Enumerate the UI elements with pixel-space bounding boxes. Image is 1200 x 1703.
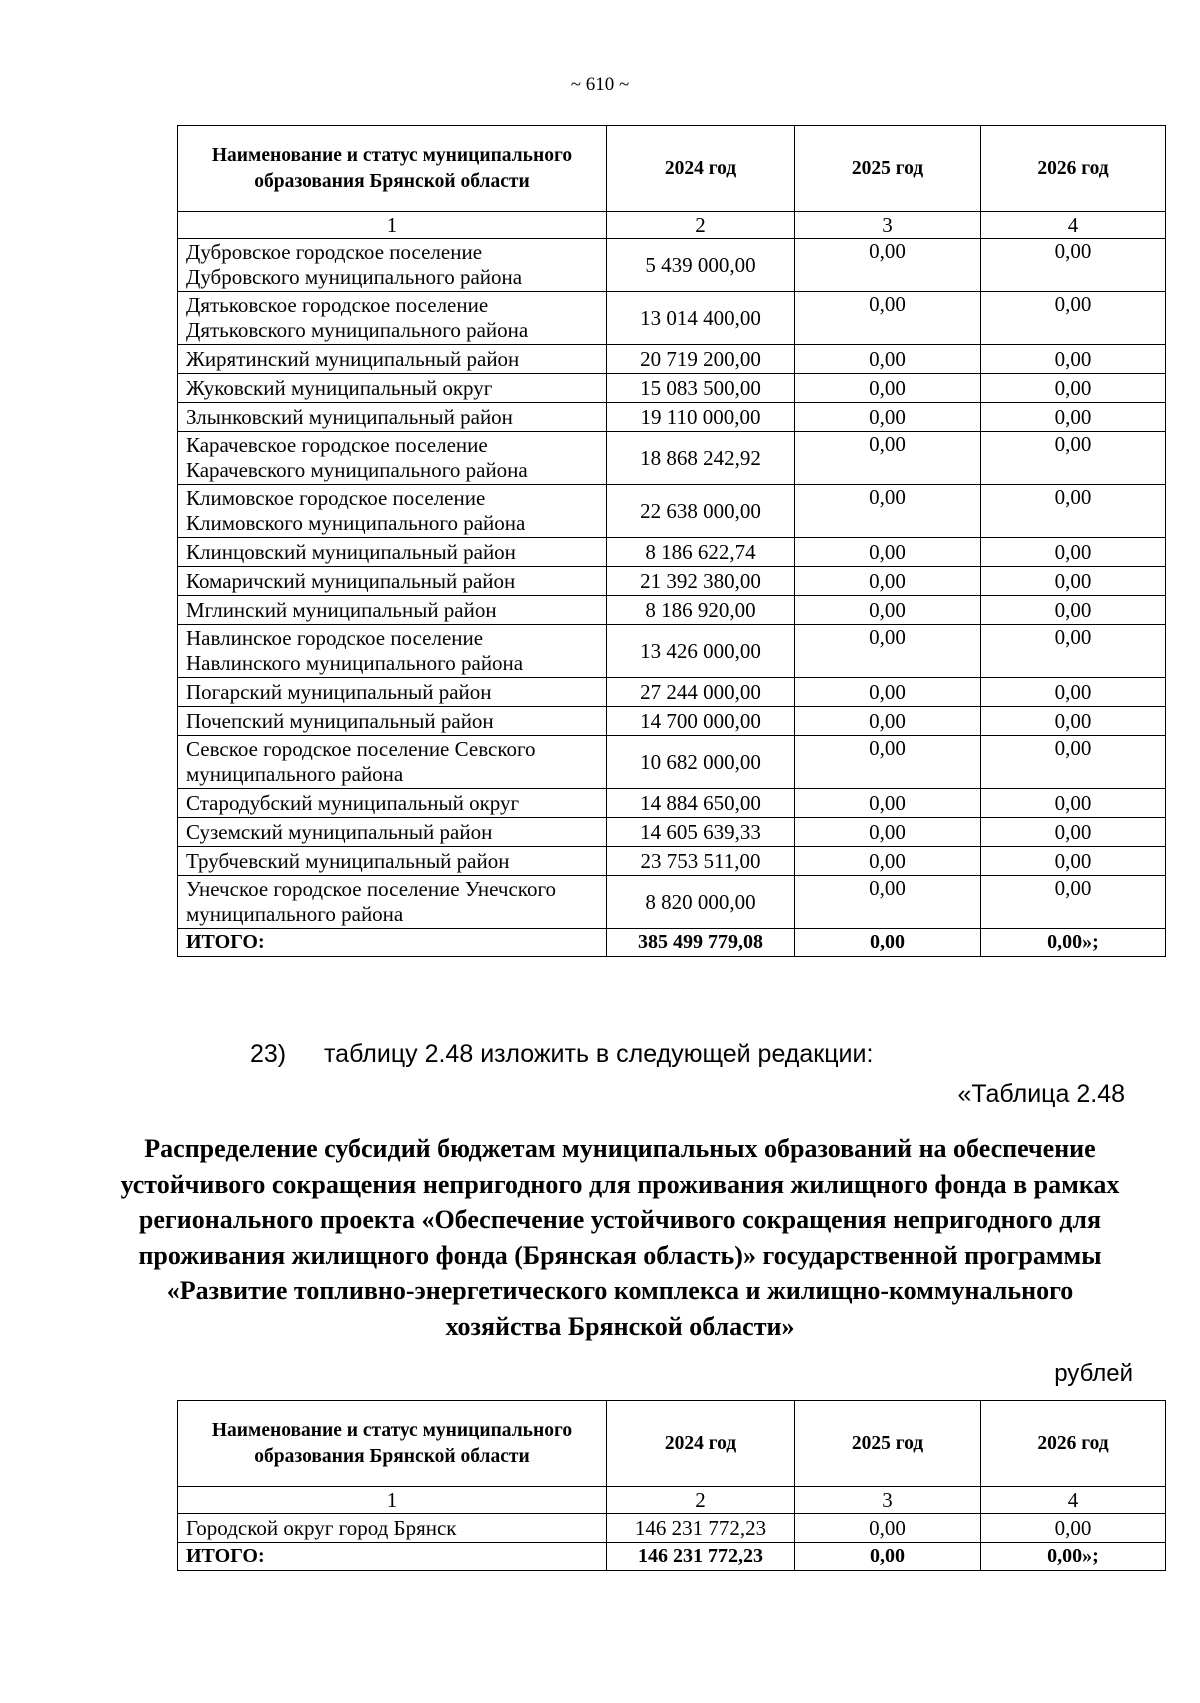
table-header-row [178, 1401, 1166, 1487]
amount-2024-cell: 8 820 000,00 [607, 876, 795, 929]
amount-2024-cell: 8 186 622,74 [607, 538, 795, 567]
table-caption: «Таблица 2.48 [957, 1080, 1125, 1108]
table-row [178, 818, 1166, 847]
amount-2026-cell: 0,00 [981, 707, 1166, 736]
amount-2025-cell: 0,00 [795, 292, 981, 345]
amount-2026-cell: 0,00 [981, 432, 1166, 485]
table-row [178, 1514, 1166, 1543]
municipality-cell: Почепский муниципальный район [178, 707, 607, 736]
amount-2024-cell: 5 439 000,00 [607, 239, 795, 292]
column-number: 1 [178, 212, 607, 239]
column-number: 4 [981, 1487, 1166, 1514]
amount-2026-cell: 0,00 [981, 596, 1166, 625]
municipality-cell: Городской округ город Брянск [178, 1514, 607, 1543]
amount-2025-cell: 0,00 [795, 345, 981, 374]
amount-2024-cell: 21 392 380,00 [607, 567, 795, 596]
amount-2026-cell: 0,00 [981, 818, 1166, 847]
municipality-cell: Унечское городское поселение Унечского муниципального района [178, 876, 607, 929]
amount-2024-cell: 19 110 000,00 [607, 403, 795, 432]
header-municipality: Наименование и статус муниципального образования Брянской области [178, 126, 607, 212]
table-row [178, 847, 1166, 876]
amount-2026-cell: 0,00 [981, 239, 1166, 292]
amount-2024-cell: 13 426 000,00 [607, 625, 795, 678]
table-row [178, 736, 1166, 789]
amount-2026-cell: 0,00 [981, 374, 1166, 403]
column-number: 4 [981, 212, 1166, 239]
amount-2026-cell: 0,00 [981, 1514, 1166, 1543]
amount-2025-cell: 0,00 [795, 876, 981, 929]
amount-2025-cell: 0,00 [795, 374, 981, 403]
column-number: 2 [607, 1487, 795, 1514]
table-row [178, 374, 1166, 403]
amount-2025-cell: 0,00 [795, 707, 981, 736]
municipality-cell: Дятьковское городское поселение Дятьковского муниципального района [178, 292, 607, 345]
total-2025: 0,00 [795, 929, 981, 957]
column-number: 3 [795, 1487, 981, 1514]
amount-2026-cell: 0,00 [981, 345, 1166, 374]
amount-2024-cell: 15 083 500,00 [607, 374, 795, 403]
amount-2026-cell: 0,00 [981, 567, 1166, 596]
amount-2025-cell: 0,00 [795, 596, 981, 625]
header-2024: 2024 год [607, 1401, 795, 1487]
table-row [178, 432, 1166, 485]
table-row [178, 403, 1166, 432]
amount-2024-cell: 20 719 200,00 [607, 345, 795, 374]
amount-2025-cell: 0,00 [795, 678, 981, 707]
amount-2024-cell: 14 700 000,00 [607, 707, 795, 736]
amount-2026-cell: 0,00 [981, 485, 1166, 538]
table-row [178, 876, 1166, 929]
total-row [178, 929, 1166, 957]
clause-23 [250, 1040, 873, 1069]
municipality-cell: Мглинский муниципальный район [178, 596, 607, 625]
header-2025: 2025 год [795, 126, 981, 212]
table-header-row [178, 126, 1166, 212]
amount-2026-cell: 0,00 [981, 292, 1166, 345]
amount-2025-cell: 0,00 [795, 736, 981, 789]
subsidy-table-continued [177, 125, 1166, 957]
municipality-cell: Комаричский муниципальный район [178, 567, 607, 596]
table-row [178, 538, 1166, 567]
table-row [178, 625, 1166, 678]
amount-2026-cell: 0,00 [981, 538, 1166, 567]
total-label: ИТОГО: [178, 1543, 607, 1571]
municipality-cell: Жирятинский муниципальный район [178, 345, 607, 374]
header-2026: 2026 год [981, 1401, 1166, 1487]
total-2024: 385 499 779,08 [607, 929, 795, 957]
amount-2025-cell: 0,00 [795, 789, 981, 818]
amount-2024-cell: 13 014 400,00 [607, 292, 795, 345]
amount-2025-cell: 0,00 [795, 432, 981, 485]
amount-2026-cell: 0,00 [981, 403, 1166, 432]
amount-2025-cell: 0,00 [795, 847, 981, 876]
total-2026: 0,00»; [981, 929, 1166, 957]
total-2024: 146 231 772,23 [607, 1543, 795, 1571]
table-row [178, 485, 1166, 538]
amount-2024-cell: 10 682 000,00 [607, 736, 795, 789]
municipality-cell: Стародубский муниципальный округ [178, 789, 607, 818]
header-2026: 2026 год [981, 126, 1166, 212]
subsidy-table-2-48 [177, 1400, 1166, 1571]
total-label: ИТОГО: [178, 929, 607, 957]
amount-2024-cell: 14 605 639,33 [607, 818, 795, 847]
column-number-row [178, 212, 1166, 239]
municipality-cell: Дубровское городское поселение Дубровского муниципального района [178, 239, 607, 292]
column-number: 3 [795, 212, 981, 239]
municipality-cell: Трубчевский муниципальный район [178, 847, 607, 876]
clause-number: 23) [250, 1040, 287, 1068]
amount-2026-cell: 0,00 [981, 876, 1166, 929]
amount-2024-cell: 18 868 242,92 [607, 432, 795, 485]
table-row [178, 789, 1166, 818]
table-row [178, 567, 1166, 596]
table-row [178, 678, 1166, 707]
header-2025: 2025 год [795, 1401, 981, 1487]
amount-2025-cell: 0,00 [795, 485, 981, 538]
table-row [178, 596, 1166, 625]
municipality-cell: Климовское городское поселение Климовского муниципального района [178, 485, 607, 538]
municipality-cell: Погарский муниципальный район [178, 678, 607, 707]
total-2026: 0,00»; [981, 1543, 1166, 1571]
clause-text: таблицу 2.48 изложить в следующей редакции: [324, 1040, 874, 1068]
amount-2026-cell: 0,00 [981, 847, 1166, 876]
amount-2024-cell: 14 884 650,00 [607, 789, 795, 818]
amount-2026-cell: 0,00 [981, 678, 1166, 707]
municipality-cell: Карачевское городское поселение Карачевского муниципального района [178, 432, 607, 485]
table-row [178, 239, 1166, 292]
municipality-cell: Севское городское поселение Севского муниципального района [178, 736, 607, 789]
table-row [178, 292, 1166, 345]
table-row [178, 707, 1166, 736]
amount-2026-cell: 0,00 [981, 736, 1166, 789]
municipality-cell: Суземский муниципальный район [178, 818, 607, 847]
header-2024: 2024 год [607, 126, 795, 212]
total-row [178, 1543, 1166, 1571]
municipality-cell: Клинцовский муниципальный район [178, 538, 607, 567]
amount-2024-cell: 23 753 511,00 [607, 847, 795, 876]
municipality-cell: Жуковский муниципальный округ [178, 374, 607, 403]
header-municipality: Наименование и статус муниципального образования Брянской области [178, 1401, 607, 1487]
column-number: 2 [607, 212, 795, 239]
municipality-cell: Злынковский муниципальный район [178, 403, 607, 432]
table-row [178, 345, 1166, 374]
table-title: Распределение субсидий бюджетам муниципальных образований на обеспечение устойчивого сокращения непригодного для проживания жилищного фонда в рамках регионального проекта «Обеспечение устойчивого сокращения непригодного для проживания жилищного фонда (Брянская область)» государственной программы «Развитие топливно-энергетического комплекса и жилищно-коммунального хозяйства Брянской области» [120, 1134, 1120, 1341]
units-label: рублей [1054, 1360, 1133, 1387]
total-2025: 0,00 [795, 1543, 981, 1571]
amount-2024-cell: 22 638 000,00 [607, 485, 795, 538]
column-number: 1 [178, 1487, 607, 1514]
amount-2025-cell: 0,00 [795, 403, 981, 432]
amount-2024-cell: 8 186 920,00 [607, 596, 795, 625]
amount-2026-cell: 0,00 [981, 625, 1166, 678]
page-number: ~ 610 ~ [570, 74, 630, 95]
amount-2025-cell: 0,00 [795, 818, 981, 847]
amount-2025-cell: 0,00 [795, 1514, 981, 1543]
municipality-cell: Навлинское городское поселение Навлинского муниципального района [178, 625, 607, 678]
amount-2025-cell: 0,00 [795, 625, 981, 678]
amount-2025-cell: 0,00 [795, 567, 981, 596]
column-number-row [178, 1487, 1166, 1514]
amount-2024-cell: 27 244 000,00 [607, 678, 795, 707]
amount-2024-cell: 146 231 772,23 [607, 1514, 795, 1543]
amount-2026-cell: 0,00 [981, 789, 1166, 818]
amount-2025-cell: 0,00 [795, 538, 981, 567]
amount-2025-cell: 0,00 [795, 239, 981, 292]
